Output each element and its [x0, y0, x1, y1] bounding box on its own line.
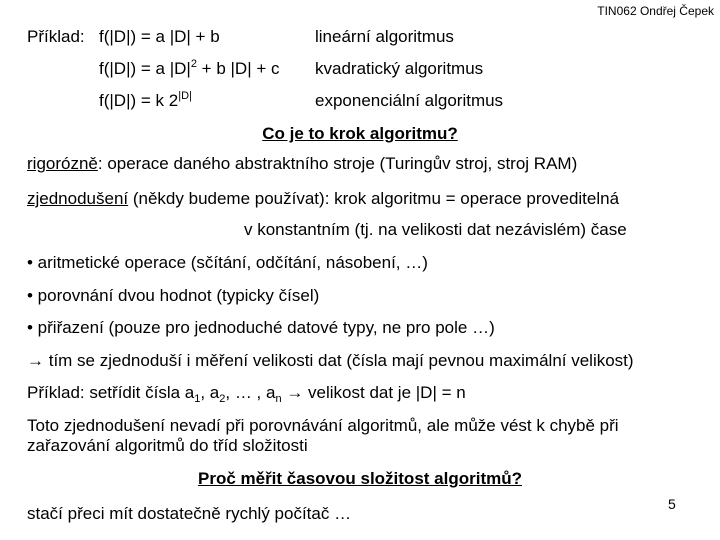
simplification-text: (někdy budeme používat): krok algoritmu = operace proveditelná	[128, 189, 620, 208]
bullet-assignment: • přiřazení (pouze pro jednoduché datové typy, ne pro pole …)	[27, 318, 495, 337]
bullet-comparison: • porovnání dvou hodnot (typicky čísel)	[27, 286, 320, 305]
formula-quadratic-exponent: 2	[190, 58, 197, 70]
formula-linear-text: f(|D|) = a |D| + b	[99, 27, 220, 46]
note-line-2: zařazování algoritmů do tříd složitosti	[27, 436, 308, 455]
sort-example-sub-n: n	[275, 393, 282, 405]
simplification-definition	[27, 189, 619, 209]
rigorous-definition	[27, 154, 577, 174]
formula-exponential-exponent: |D|	[178, 90, 192, 102]
rigorous-term: rigorózně	[27, 154, 98, 173]
description-exponential: exponenciální algoritmus	[315, 91, 504, 110]
sort-example-sub-2: 2	[219, 393, 226, 405]
answer-line: stačí přeci mít dostatečně rychlý počítač …	[27, 504, 352, 523]
sort-example-text: Příklad: setřídit čísla a	[27, 383, 195, 402]
question-step: Co je to krok algoritmu?	[262, 124, 458, 143]
question-why: Proč měřit časovou složitost algoritmů?	[197, 469, 522, 488]
sort-example-sub-1: 1	[194, 393, 201, 405]
sort-example-sep-2: , … , a	[225, 383, 276, 402]
formula-quadratic	[99, 59, 280, 79]
description-linear: lineární algoritmus	[315, 27, 454, 46]
page-number: 5	[668, 496, 676, 512]
simplification-term: zjednodušení	[27, 189, 129, 208]
rigorous-text: : operace daného abstraktního stroje (Turingův stroj, stroj RAM)	[97, 154, 578, 173]
note-line-1: Toto zjednodušení nevadí při porovnávání algoritmů, ale může vést k chybě při	[27, 416, 619, 435]
formula-quadratic-rest: + b |D| + c	[196, 59, 280, 78]
bullet-arithmetic: • aritmetické operace (sčítání, odčítání, násobení, …)	[27, 253, 428, 272]
consequence-line: → tím se zjednoduší i měření velikosti dat (čísla mají pevnou maximální velikost)	[27, 351, 634, 370]
formula-quadratic-base: f(|D|) = a |D|	[99, 59, 191, 78]
simplification-continuation: v konstantním (tj. na velikosti dat nezávislém) čase	[244, 220, 627, 239]
sort-example-result: → velikost dat je |D| = n	[281, 383, 466, 402]
formula-exponential-base: f(|D|) = k 2	[99, 91, 179, 110]
formula-exponential	[99, 91, 192, 111]
sort-example-sep-1: , a	[200, 383, 220, 402]
formula-linear	[99, 27, 220, 47]
sort-example	[27, 383, 466, 403]
slide-header: TIN062 Ondřej Čepek	[597, 4, 714, 18]
example-label: Příklad:	[27, 27, 85, 46]
description-quadratic: kvadratický algoritmus	[315, 59, 484, 78]
